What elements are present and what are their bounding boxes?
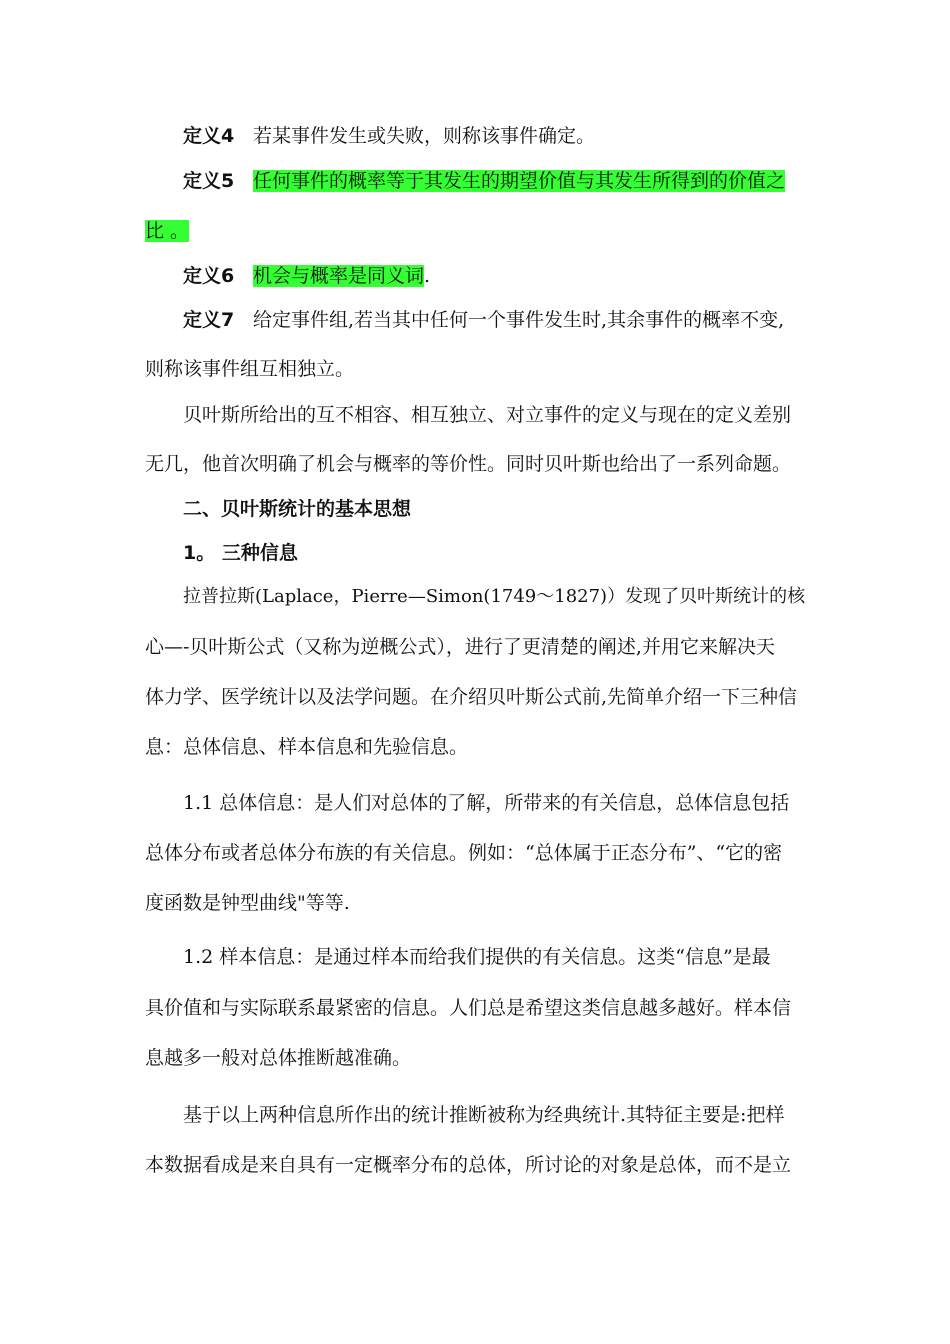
definition-6-text: 机会与概率是同义词 (253, 265, 425, 287)
paragraph-1-2-line1: 1.2 样本信息：是通过样本而给我们提供的有关信息。这类“信息”是最 (183, 946, 771, 968)
definition-4-label: 定义4 (183, 125, 235, 147)
definition-5-text-line2: 比 。 (145, 220, 190, 242)
definition-7 (183, 307, 810, 333)
definition-7-text-line2: 则称该事件组互相独立。 (145, 358, 355, 380)
definition-7-text-line1: 给定事件组,若当其中任何一个事件发生时,其余事件的概率不变, (253, 309, 785, 331)
paragraph-laplace-line2: 心—-贝叶斯公式（又称为逆概公式），进行了更清楚的阐述,并用它来解决天 (145, 636, 775, 658)
definition-4-text: 若某事件发生或失败，则称该事件确定。 (253, 125, 596, 147)
paragraph-laplace-line3: 体力学、医学统计以及法学问题。在介绍贝叶斯公式前,先简单介绍一下三种信 (145, 686, 798, 708)
paragraph-classic-line2: 本数据看成是来自具有一定概率分布的总体，所讨论的对象是总体，而不是立 (145, 1154, 792, 1176)
paragraph-laplace-line4: 息：总体信息、样本信息和先验信息。 (145, 736, 469, 758)
definition-4 (183, 123, 810, 149)
paragraph-laplace-line1: 拉普拉斯(Laplace，Pierre—Simon(1749～1827)）发现了贝叶斯统计的核 (183, 586, 806, 607)
definition-5-text-line1: 任何事件的概率等于其发生的期望价值与其发生所得到的价值之 (253, 170, 786, 192)
subsection-1-title: 1。 三种信息 (183, 542, 298, 564)
definition-5-label: 定义5 (183, 170, 235, 192)
definition-6 (183, 263, 810, 289)
paragraph-1-2-line3: 息越多一般对总体推断越准确。 (145, 1047, 412, 1069)
definition-5 (183, 168, 810, 194)
paragraph-bayes-line1: 贝叶斯所给出的互不相容、相互独立、对立事件的定义与现在的定义差别 (183, 404, 792, 426)
paragraph-bayes-line2: 无几，他首次明确了机会与概率的等价性。同时贝叶斯也给出了一系列命题。 (145, 453, 792, 475)
paragraph-1-1-line1: 1.1 总体信息：是人们对总体的了解，所带来的有关信息，总体信息包括 (183, 792, 790, 814)
paragraph-classic-line1: 基于以上两种信息所作出的统计推断被称为经典统计.其特征主要是:把样 (183, 1104, 785, 1126)
paragraph-1-1-line3: 度函数是钟型曲线"等等. (145, 892, 350, 914)
definition-5-continued (145, 218, 810, 244)
paragraph-1-2-line2: 具价值和与实际联系最紧密的信息。人们总是希望这类信息越多越好。样本信 (145, 997, 792, 1019)
definition-6-label: 定义6 (183, 265, 235, 287)
paragraph-1-1-line2: 总体分布或者总体分布族的有关信息。例如：“总体属于正态分布”、“它的密 (145, 842, 783, 864)
definition-7-continued (145, 356, 810, 382)
definition-7-label: 定义7 (183, 309, 235, 331)
section-2-title: 二、贝叶斯统计的基本思想 (183, 498, 412, 520)
definition-6-suffix: . (424, 265, 431, 287)
